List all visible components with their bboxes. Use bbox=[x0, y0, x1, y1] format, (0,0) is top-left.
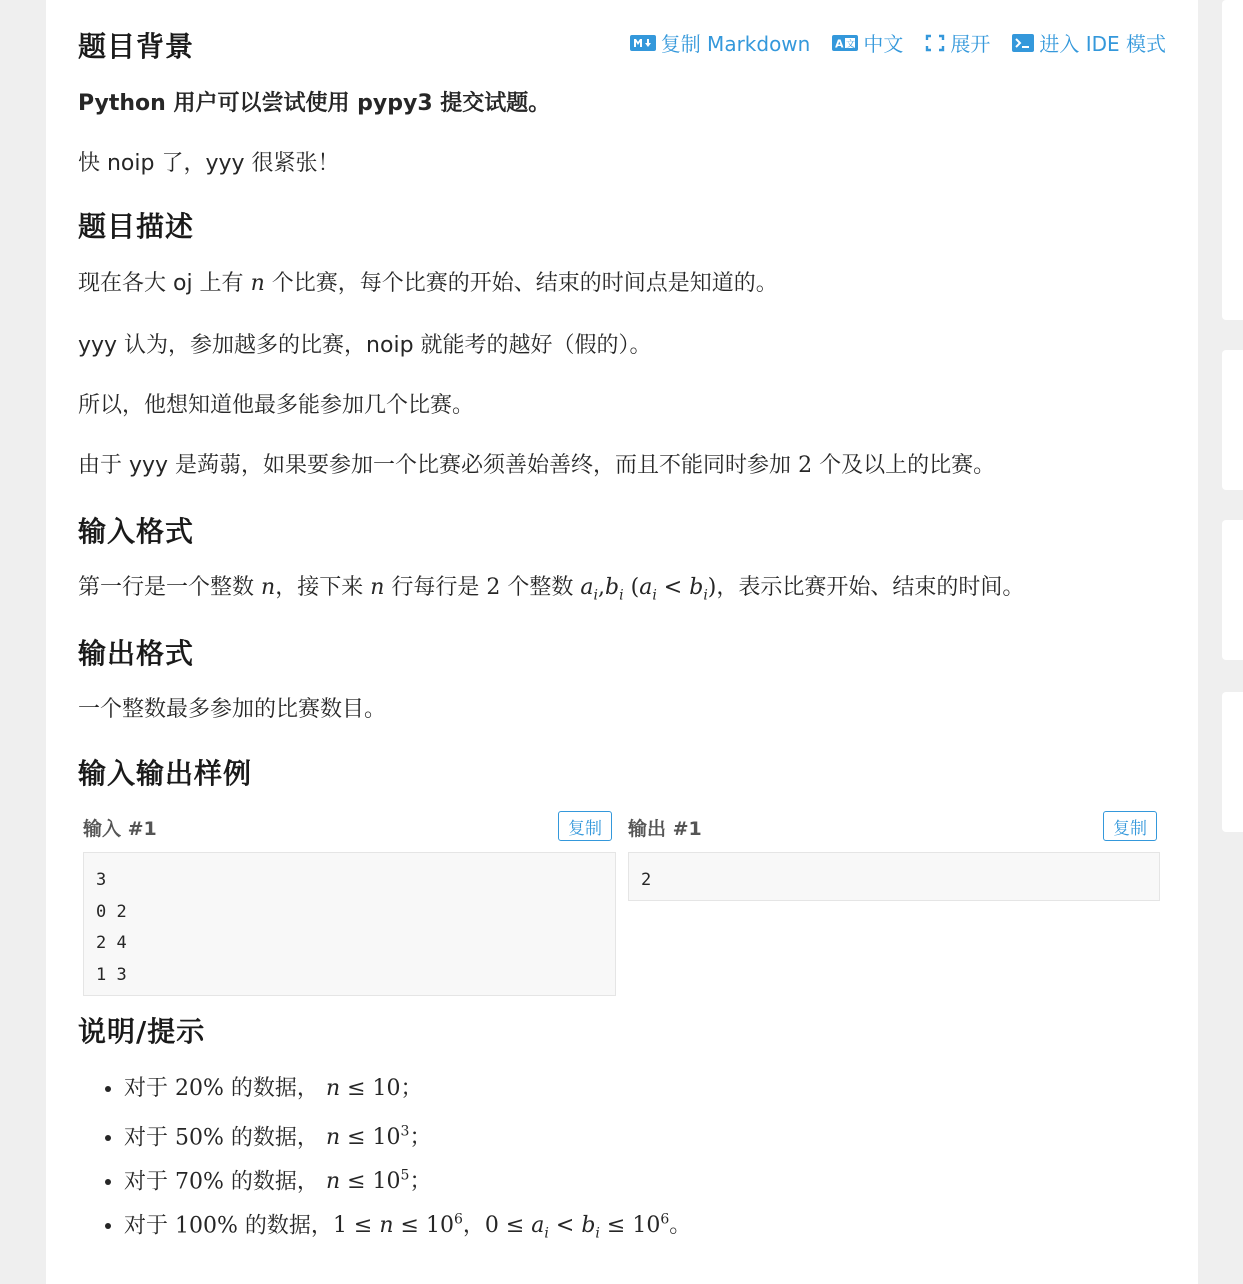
side-panel-3 bbox=[1222, 520, 1243, 660]
description-paragraph-4: 由于 yyy 是蒟蒻，如果要参加一个比赛必须善始善终，而且不能同时参加 2 个及以上的比赛。 bbox=[78, 453, 996, 478]
terminal-icon bbox=[1012, 34, 1034, 52]
hint-item: • 对于 70% 的数据， $n \le 10^5$； bbox=[124, 1154, 691, 1198]
copy-output-button[interactable]: 复制 bbox=[1103, 811, 1157, 841]
expand-icon bbox=[925, 34, 945, 52]
hints-list bbox=[78, 1066, 691, 1242]
sample-output-text: 2 bbox=[641, 870, 652, 890]
problem-toolbar bbox=[630, 28, 1166, 57]
translate-icon bbox=[832, 35, 858, 51]
background-paragraph-1: Python 用户可以尝试使用 pypy3 提交试题。 bbox=[78, 91, 551, 116]
side-panel-4 bbox=[1222, 692, 1243, 832]
markdown-icon bbox=[630, 35, 656, 51]
hints-heading: 说明/提示 bbox=[78, 1015, 206, 1048]
side-panel-2 bbox=[1222, 350, 1243, 490]
expand-label: 展开 bbox=[950, 32, 991, 56]
svg-text:A: A bbox=[835, 37, 844, 50]
side-panel-1 bbox=[1222, 0, 1243, 320]
sample-input-text: 3 0 2 2 4 1 3 bbox=[96, 870, 127, 985]
description-paragraph-1: 现在各大 oj 上有 n 个比赛，每个比赛的开始、结束的时间点是知道的。 bbox=[78, 271, 778, 296]
copy-markdown-label: 复制 Markdown bbox=[660, 32, 811, 56]
copy-input-button[interactable]: 复制 bbox=[558, 811, 612, 841]
expand-button[interactable] bbox=[925, 28, 990, 57]
hint-item: • 对于 20% 的数据， n ≤ 10； bbox=[124, 1066, 691, 1110]
sample-input-box[interactable] bbox=[83, 852, 616, 996]
svg-text:文: 文 bbox=[846, 39, 856, 50]
description-heading: 题目描述 bbox=[78, 210, 195, 243]
background-paragraph-2: 快 noip 了，yyy 很紧张！ bbox=[78, 151, 340, 176]
input-format-paragraph: 第一行是一个整数 n，接下来 n 行每行是 2 个整数 $a_i,b_i$ $(a_i < b_i)$，表示比赛开始、结束的时间。 bbox=[78, 575, 1025, 604]
copy-markdown-button[interactable] bbox=[630, 28, 811, 57]
ide-mode-button[interactable] bbox=[1012, 28, 1166, 57]
samples-heading: 输入输出样例 bbox=[78, 757, 253, 790]
input-format-heading: 输入格式 bbox=[78, 515, 195, 548]
output-format-paragraph: 一个整数最多参加的比赛数目。 bbox=[78, 697, 387, 722]
sample-output-box[interactable] bbox=[628, 852, 1160, 901]
problem-card bbox=[46, 0, 1198, 1284]
description-paragraph-3: 所以，他想知道他最多能参加几个比赛。 bbox=[78, 393, 475, 418]
language-label: 中文 bbox=[863, 32, 904, 56]
sample-output-label: 输出 #1 bbox=[628, 818, 702, 840]
hint-item: • 对于 100% 的数据，$1 \le n \le 10^6$，$0 \le a_i < b_i \le 10^6$。 bbox=[124, 1198, 691, 1242]
language-button[interactable] bbox=[832, 28, 903, 57]
sample-input-label: 输入 #1 bbox=[83, 818, 157, 840]
ide-mode-label: 进入 IDE 模式 bbox=[1039, 32, 1166, 56]
background-heading: 题目背景 bbox=[78, 30, 195, 63]
hint-item: • 对于 50% 的数据， $n \le 10^3$； bbox=[124, 1110, 691, 1154]
description-paragraph-2: yyy 认为，参加越多的比赛，noip 就能考的越好（假的）。 bbox=[78, 333, 652, 358]
output-format-heading: 输出格式 bbox=[78, 637, 195, 670]
